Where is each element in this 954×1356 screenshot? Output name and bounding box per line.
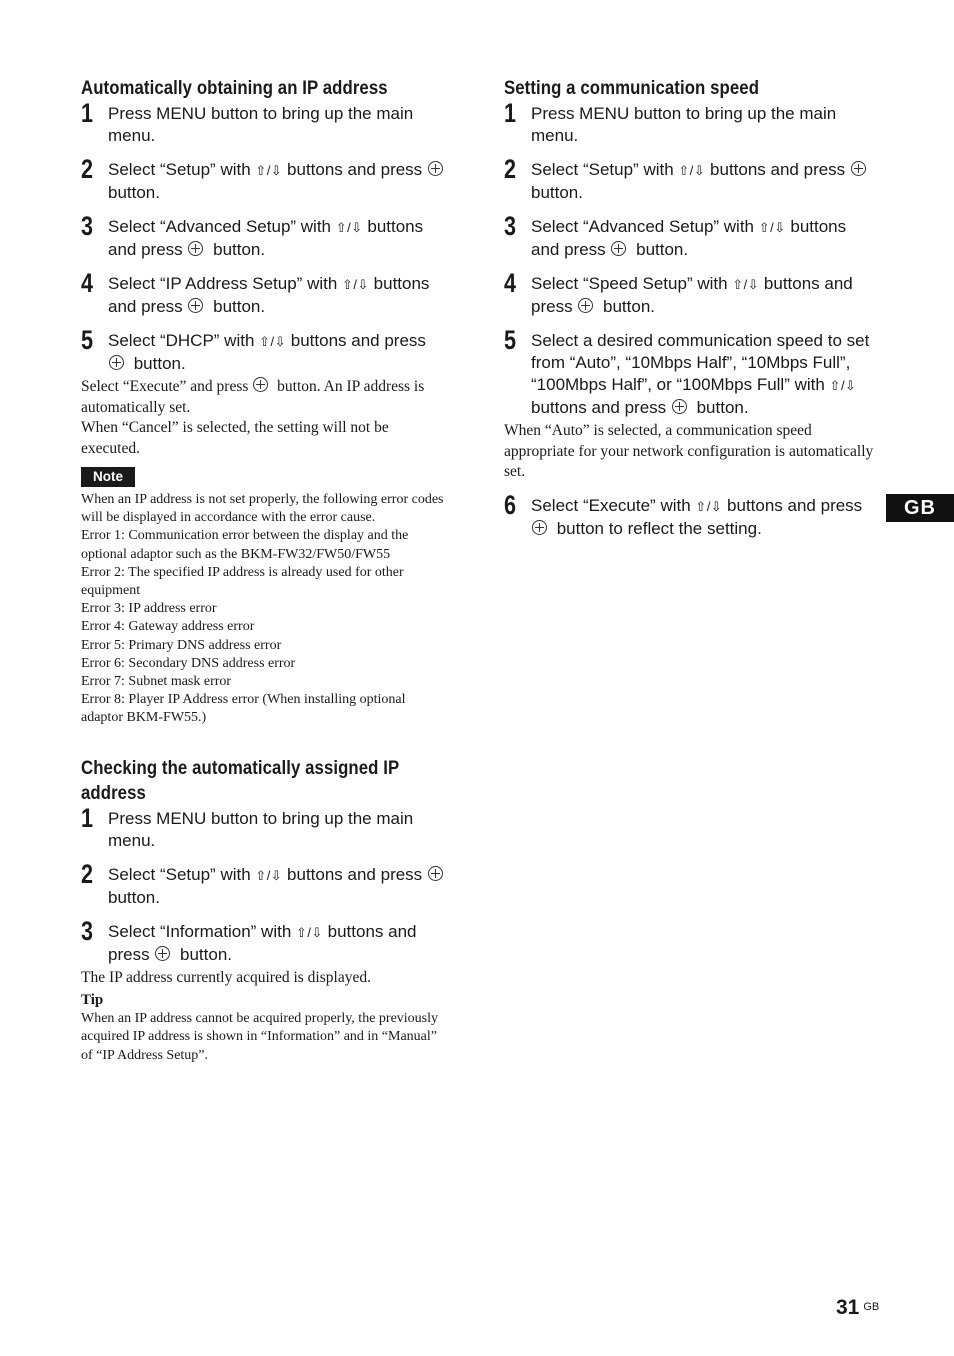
step-number: 4 [504,268,517,298]
step-3 [81,915,449,966]
step-text: Select “Advanced Setup” with [531,217,759,236]
language-tab: GB [886,494,954,522]
step-number: 2 [81,154,94,184]
step-text: button. [208,240,266,259]
step-text: Select “Setup” with [531,160,679,179]
step-text: Select “Setup” with [108,864,256,884]
tip-text: When an IP address cannot be acquired properly, the previously acquired IP address is shown in “Information” and in “Manual” of “IP Address Setup”. [81,1011,439,1063]
up-down-arrow-icon: ⇧/⇩ [259,334,287,349]
note-line: Error 3: IP address error [81,601,217,617]
note-line: Error 4: Gateway address error [81,619,255,635]
enter-button-icon [672,399,687,414]
page-number-value: 31 [836,1296,860,1319]
step-number: 3 [504,211,517,241]
note-line: Error 5: Primary DNS address error [81,637,282,653]
step-number: 3 [81,915,94,946]
step-text: buttons and press [286,331,426,350]
enter-button-icon [109,355,124,370]
step-6 [504,489,876,540]
step-text: button. [631,240,689,259]
left-column [81,76,449,1065]
step-number: 5 [504,325,517,355]
enter-button-icon [155,946,170,961]
up-down-arrow-icon: ⇧/⇩ [255,163,283,178]
step-text: buttons and press [531,274,853,316]
step-text: buttons and press [108,921,417,964]
enter-button-icon [578,298,593,313]
step-4 [81,268,449,318]
page-number [836,1296,879,1320]
auto-speed-text: When “Auto” is selected, a communication speed appropriate for your network configuration is automatically set. [504,422,874,480]
step-1 [81,802,449,852]
step-text: button. [108,887,160,907]
up-down-arrow-icon: ⇧/⇩ [255,867,283,883]
enter-button-icon [851,161,866,176]
step-2 [81,154,449,204]
step-text: Press MENU button to bring up the main menu. [531,104,837,145]
step-text: Press MENU button to bring up the main menu. [108,808,414,850]
step-number: 2 [504,154,517,184]
step-text: Select “Setup” with [108,160,256,179]
step-number: 2 [81,858,94,889]
step-text: Select “IP Address Setup” with [108,274,343,293]
up-down-arrow-icon: ⇧/⇩ [335,220,363,235]
up-down-arrow-icon: ⇧/⇩ [678,163,706,178]
step-1 [504,98,876,147]
enter-button-icon [428,866,443,881]
up-down-arrow-icon: ⇧/⇩ [342,277,369,292]
note-line: When an IP address is not set properly, the following error codes will be displayed in accordance with the error cause. [81,492,444,526]
step-text: Select “Execute” with [531,495,696,515]
up-down-arrow-icon: ⇧/⇩ [758,220,786,235]
step-text: Select “Information” with [108,921,297,941]
note-line: Error 1: Communication error between the display and the optional adaptor such as the BKM-FW32/FW50/FW55 [81,528,409,562]
up-down-arrow-icon: ⇧/⇩ [732,277,760,292]
step-text: buttons and press [108,274,430,316]
step-number: 1 [81,802,94,833]
step-text: Select “Speed Setup” with [531,274,733,293]
section-heading-check-ip: Checking the automatically assigned IP address [81,756,399,804]
step-3 [81,211,449,261]
step-text: buttons and press [722,495,863,515]
step-number: 1 [81,98,94,128]
step-number: 5 [81,325,94,355]
step-text: button. [108,183,160,202]
step-number: 6 [504,489,517,520]
step-text: button. [691,398,749,417]
section-heading-comm-speed: Setting a communication speed [504,77,760,99]
page-number-suffix: GB [863,1301,880,1313]
step-number: 3 [81,211,94,241]
step-text: button. [175,944,233,964]
enter-button-icon [188,241,203,256]
step-text: Select a desired communication speed to set from “Auto”, “10Mbps Half”, “10Mbps Full”, “100Mbps Half”, or “100Mbps Full” with [531,331,870,394]
step-5 [81,325,449,375]
step-text: buttons and press [531,217,847,259]
note-line: Error 6: Secondary DNS address error [81,655,296,671]
step-3 [504,211,876,261]
step-text: button. [129,354,186,373]
step-text: Select “Advanced Setup” with [108,217,336,236]
right-column [504,76,876,552]
step-text: buttons and press [531,398,671,417]
enter-button-icon [532,520,547,535]
step-text: buttons and press [282,864,427,884]
up-down-arrow-icon: ⇧/⇩ [695,498,723,514]
step-2 [81,858,449,909]
note-text [81,491,449,728]
up-down-arrow-icon: ⇧/⇩ [296,924,323,940]
note-line: Error 2: The specified IP address is already used for other equipment [81,564,404,599]
step-text: buttons and press [282,160,427,179]
tip-label: Tip [81,992,104,1009]
step-5 [504,325,876,419]
step-text: buttons and press [705,160,850,179]
enter-button-icon [188,298,203,313]
step-text: button. [598,297,656,316]
up-down-arrow-icon: ⇧/⇩ [829,378,857,393]
step-text: button. [531,183,583,202]
step-text: Press MENU button to bring up the main menu. [108,104,414,145]
step-1 [81,98,449,147]
step-number: 4 [81,268,94,298]
note-line: Error 8: Player IP Address error (When installing optional adaptor BKM-FW55.) [81,692,406,726]
enter-button-icon [428,161,443,176]
execute-paragraph: Select “Execute” and press button. An IP address is automatically set. [81,378,425,416]
step-text: button to reflect the setting. [552,518,762,538]
step-text: button. [208,297,266,316]
step-2 [504,154,876,204]
note-badge: Note [81,467,135,487]
step-text: Select “DHCP” with [108,331,260,350]
step-text: buttons and press [108,217,424,259]
ip-displayed-text: The IP address currently acquired is displayed. [81,968,371,986]
enter-button-icon [253,377,268,392]
step-number: 1 [504,98,517,128]
step-4 [504,268,876,318]
cancel-paragraph: When “Cancel” is selected, the setting will not be executed. [81,419,389,457]
note-line: Error 7: Subnet mask error [81,674,232,690]
enter-button-icon [611,241,626,256]
section-heading-auto-ip: Automatically obtaining an IP address [81,77,388,99]
body-text [81,377,449,459]
